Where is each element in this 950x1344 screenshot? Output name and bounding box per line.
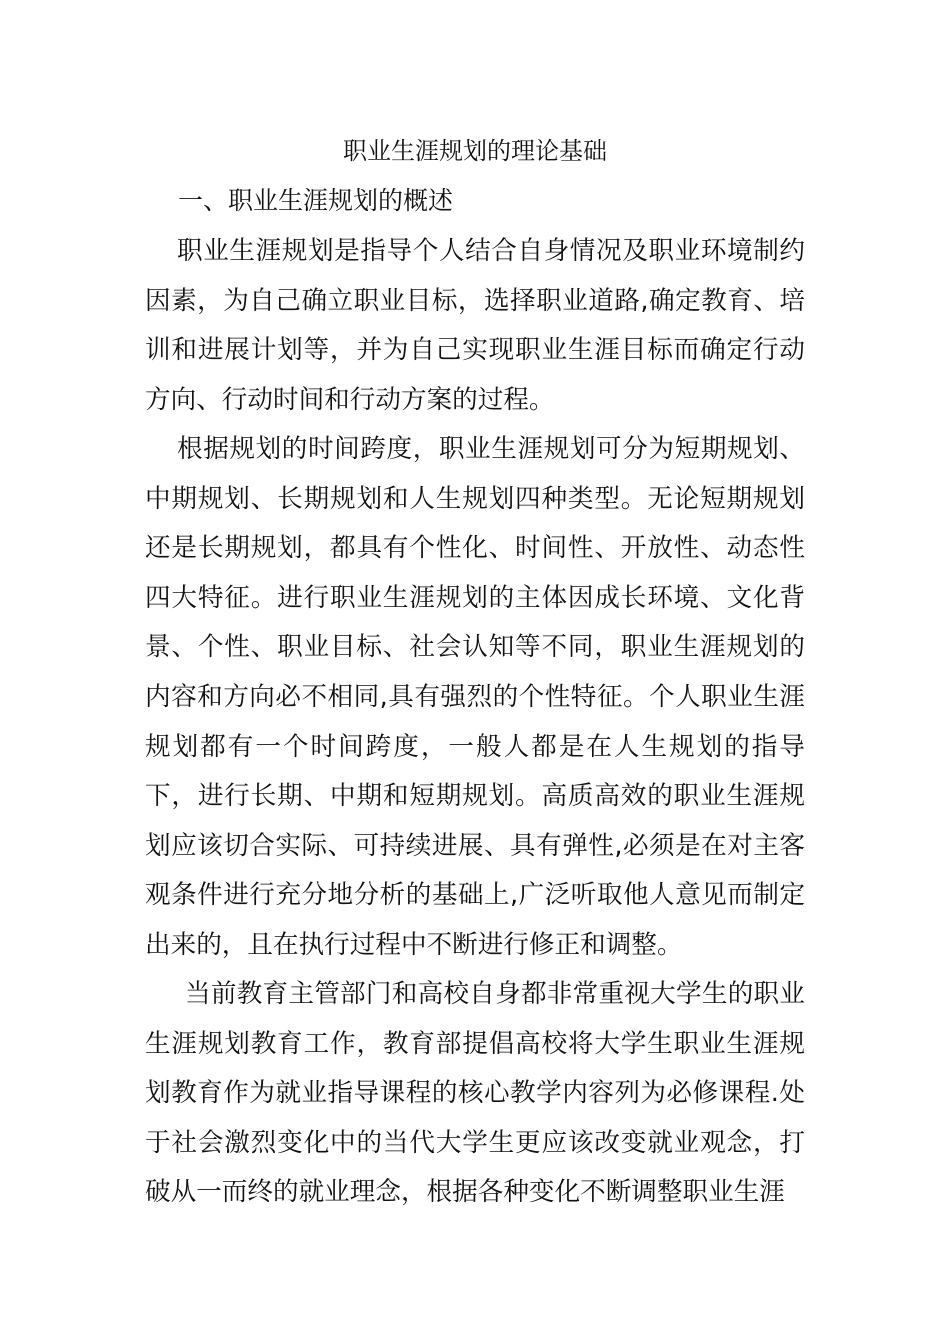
paragraph-education: 当前教育主管部门和高校自身都非常重视大学生的职业生涯规划教育工作，教育部提倡高校将大学生职业生涯规划教育作为就业指导课程的核心教学内容列为必修课程.处于社会激烈变化中的当代大学生更应该改变就业观念，打破从一而终的就业理念，根据各种变化不断调整职业生涯 — [145, 979, 805, 1208]
paragraph-definition: 职业生涯规划是指导个人结合自身情况及职业环境制约因素，为自己确立职业目标，选择职业道路,确定教育、培训和进展计划等，并为自己实现职业生涯目标而确定行动方向、行动时间和行动方案的过程。 — [145, 236, 805, 415]
section-heading: 一、职业生涯规划的概述 — [178, 186, 454, 215]
paragraph-types: 根据规划的时间跨度，职业生涯规划可分为短期规划、中期规划、长期规划和人生规划四种类型。无论短期规划还是长期规划，都具有个性化、时间性、开放性、动态性四大特征。进行职业生涯规划的主体因成长环境、文化背景、个性、职业目标、社会认知等不同，职业生涯规划的内容和方向必不相同,具有强烈的个性特征。个人职业生涯规划都有一个时间跨度，一般人都是在人生规划的指导下，进行长期、中期和短期规划。高质高效的职业生涯规划应该切合实际、可持续进展、具有弹性,必须是在对主客观条件进行充分地分析的基础上,广泛听取他人意见而制定出来的，且在执行过程中不断进行修正和调整。 — [145, 434, 805, 960]
document-title: 职业生涯规划的理论基础 — [343, 137, 607, 165]
